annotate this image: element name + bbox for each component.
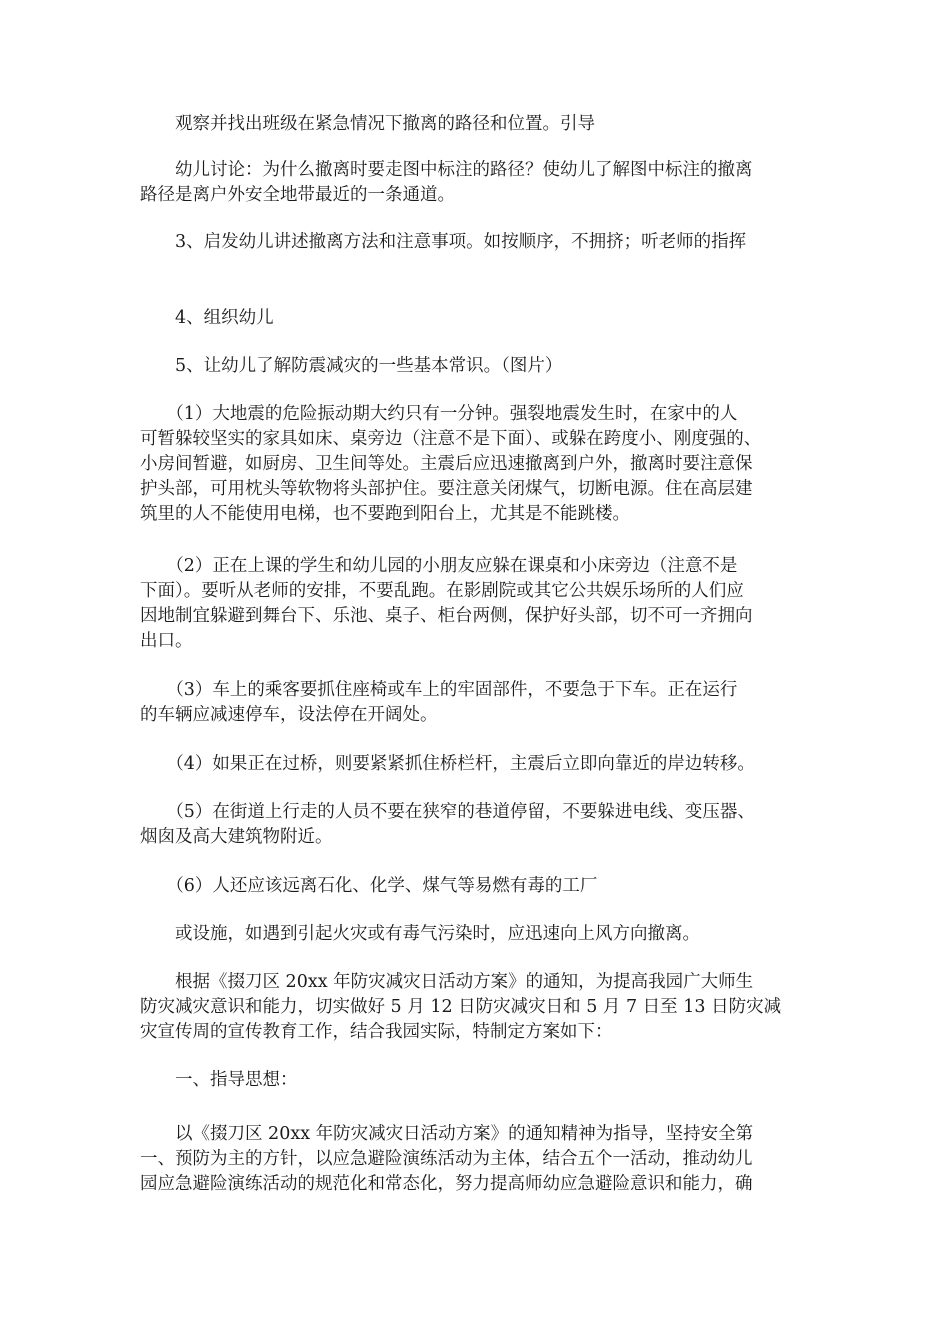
text-line: （5）在街道上行走的人员不要在狭窄的巷道停留，不要躲进电线、变压器、	[140, 802, 755, 822]
paragraph-children-discussion	[140, 158, 830, 208]
paragraph-item-4	[140, 752, 830, 777]
paragraph-item-3	[140, 678, 830, 728]
paragraph-item-5	[140, 800, 830, 850]
text-line: 小房间暂避，如厨房、卫生间等处。主震后应迅速撤离到户外，撤离时要注意保	[140, 454, 753, 474]
text-line: 一、指导思想：	[140, 1070, 298, 1090]
paragraph-step-5	[140, 354, 830, 379]
text-line: 以《掇刀区 20xx 年防灾减灾日活动方案》的通知精神为指导，坚持安全第	[140, 1124, 754, 1144]
text-line: （3）车上的乘客要抓住座椅或车上的牢固部件，不要急于下车。正在运行	[140, 680, 738, 700]
text-line: 筑里的人不能使用电梯，也不要跑到阳台上，尤其是不能跳楼。	[140, 504, 630, 524]
text-line: （6）人还应该远离石化、化学、煤气等易燃有毒的工厂	[140, 876, 598, 896]
text-line: 路径是离户外安全地带最近的一条通道。	[140, 185, 455, 205]
text-line: 可暂躲较坚实的家具如床、桌旁边（注意不是下面）、或躲在跨度小、刚度强的、	[140, 429, 762, 449]
text-line: 观察并找出班级在紧急情况下撤离的路径和位置。引导	[140, 114, 595, 134]
paragraph-route-observation	[140, 112, 830, 137]
text-line: （1）大地震的危险振动期大约只有一分钟。强裂地震发生时，在家中的人	[140, 404, 738, 424]
paragraph-item-6	[140, 874, 830, 899]
text-line: 园应急避险演练活动的规范化和常态化，努力提高师幼应急避险意识和能力，确	[140, 1174, 753, 1194]
text-line: 灾宣传周的宣传教育工作，结合我园实际，特制定方案如下：	[140, 1022, 613, 1042]
text-line: 3、启发幼儿讲述撤离方法和注意事项。如按顺序，不拥挤；听老师的指挥	[140, 232, 747, 252]
paragraph-item-2	[140, 554, 830, 654]
text-line: （2）正在上课的学生和幼儿园的小朋友应躲在课桌和小床旁边（注意不是	[140, 556, 738, 576]
text-line: 的车辆应减速停车，设法停在开阔处。	[140, 705, 438, 725]
paragraph-item-6-continued	[140, 922, 830, 947]
document-page	[140, 0, 830, 1344]
paragraph-item-1	[140, 402, 830, 527]
paragraph-guiding-thought	[140, 1122, 830, 1197]
text-line: 防灾减灾意识和能力，切实做好 5 月 12 日防灾减灾日和 5 月 7 日至 13 日防灾减	[140, 997, 782, 1017]
paragraph-step-3	[140, 230, 830, 255]
paragraph-plan-intro	[140, 970, 830, 1045]
text-line: 下面）。要听从老师的安排，不要乱跑。在影剧院或其它公共娱乐场所的人们应	[140, 581, 744, 601]
text-line: 5、让幼儿了解防震减灾的一些基本常识。（图片）	[140, 356, 563, 376]
text-line: 一、预防为主的方针，以应急避险演练活动为主体，结合五个一活动，推动幼儿	[140, 1149, 753, 1169]
text-line: 幼儿讨论：为什么撤离时要走图中标注的路径？使幼儿了解图中标注的撤离	[140, 160, 753, 180]
text-line: 烟囱及高大建筑物附近。	[140, 827, 333, 847]
text-line: 4、组织幼儿	[140, 308, 274, 328]
section-heading-guiding-thought	[140, 1068, 830, 1093]
paragraph-step-4	[140, 306, 830, 331]
text-line: 因地制宜躲避到舞台下、乐池、桌子、柜台两侧，保护好头部，切不可一齐拥向	[140, 606, 753, 626]
text-line: 护头部，可用枕头等软物将头部护住。要注意关闭煤气，切断电源。住在高层建	[140, 479, 753, 499]
text-line: 或设施，如遇到引起火灾或有毒气污染时，应迅速向上风方向撤离。	[140, 924, 700, 944]
text-line: 出口。	[140, 631, 193, 651]
text-line: （4）如果正在过桥，则要紧紧抓住桥栏杆，主震后立即向靠近的岸边转移。	[140, 754, 755, 774]
text-line: 根据《掇刀区 20xx 年防灾减灾日活动方案》的通知，为提高我园广大师生	[140, 972, 754, 992]
